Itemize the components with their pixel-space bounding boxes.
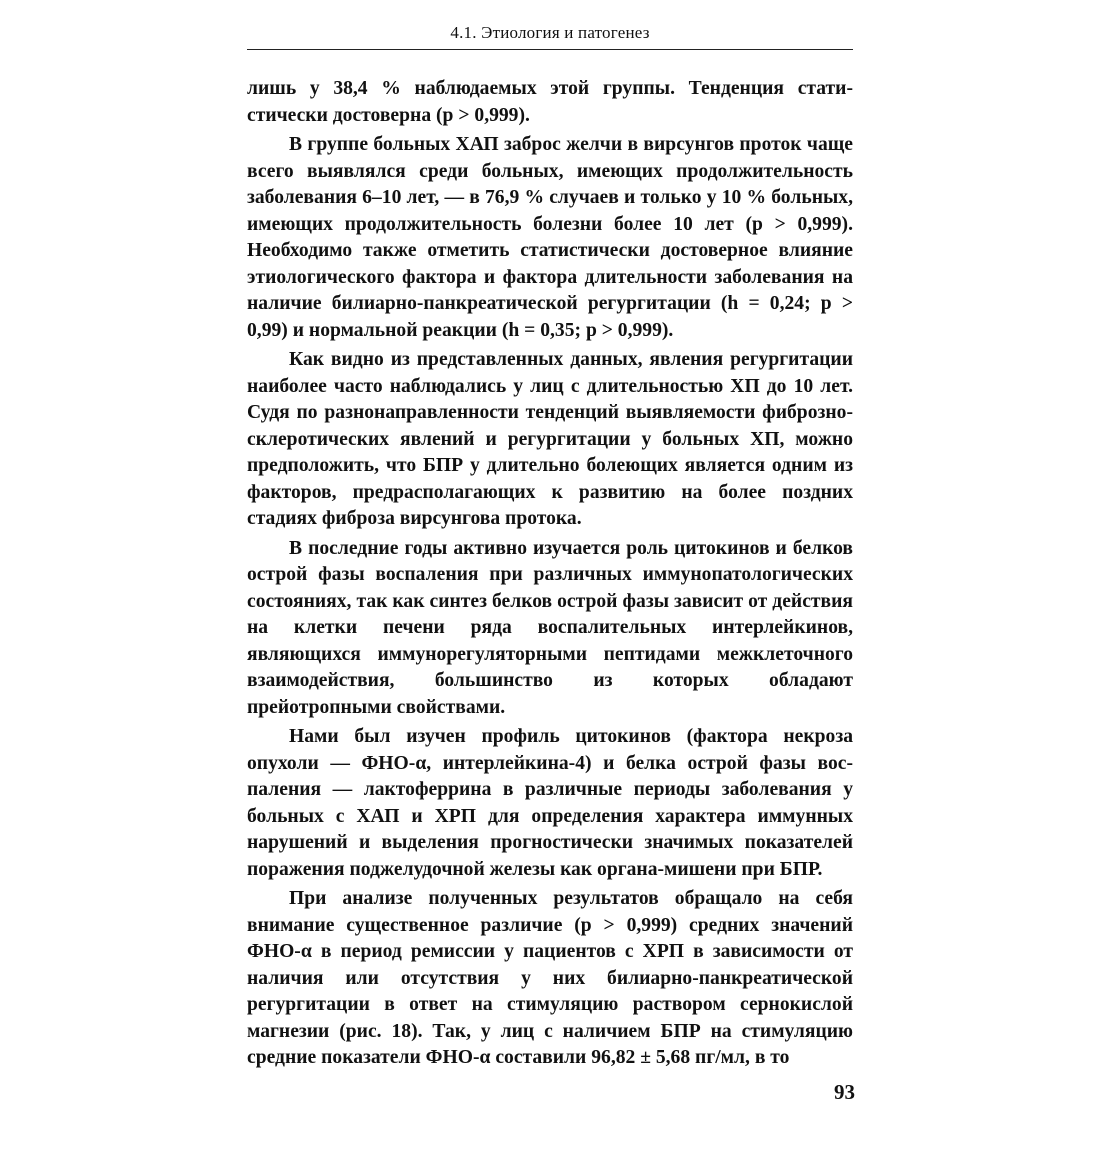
paragraph: В последние годы активно изучается роль цитокинов и белков острой фазы воспаления при различных иммунопатологических состояниях, так как синтез белков острой фазы зависит от действия на клетки печени ряда воспалительных интерлейкинов, являющихся иммунорегуляторными пептидами межклеточного взаимодействия, большинство из которых обладают прейотропными свойствами.: [247, 537, 853, 718]
paragraph: При анализе полученных результатов обращало на себя внимание существенное различие (p > 0,999) средних значений ФНО-α в период ремиссии у пациентов с ХРП в зависимости от наличия или отсутствия у них билиарно-панкреатической регургитации в ответ на стимуляцию раствором сернокислой магнезии (рис. 18). Так, у лиц с наличием БПР на стимуляцию средние показатели ФНО-α составили 96,82 ± 5,68 пг/мл, в то: [247, 888, 853, 1068]
book-page: [247, 22, 853, 1075]
page-number: 93: [834, 1080, 855, 1104]
paragraph: В группе больных ХАП заброс желчи в вирсунгов проток чаще всего выявлялся среди больных, имеющих продолжительность заболевания 6–10 лет, — в 76,9 % случаев и только у 10 % больных, имеющих продолжительность болезни более 10 лет (p > 0,999). Необходимо также отметить статистически достоверное влияние этиологического фактора и фактора длительности заболевания на наличие билиарно-панкреатической регургитации (h = 0,24; p > 0,99) и нормальной реакции (h = 0,35; p > 0,999).: [247, 134, 853, 341]
paragraph: Нами был изучен профиль цитокинов (фактора некроза опухоли — ФНО-α, интерлейкина-4) и белка острой фазы воспаления — лактоферрина в различные периоды заболевания у больных с ХАП и ХРП для определения характера иммунных нарушений и выделения прогностически значимых показателей поражения поджелудочной железы как органа-мишени при БПР.: [247, 726, 853, 880]
paragraph: Как видно из представленных данных, явления регургитации наиболее часто наблюдались у лиц с длительностью ХП до 10 лет. Судя по разнонаправленности тенденций выявляемости фиброзно-склеротических явлений и регургитации у больных ХП, можно предположить, что БПР у длительно болеющих является одним из факторов, предрасполагающих к развитию на более поздних стадиях фиброза вирсунгова протока.: [247, 349, 853, 529]
body-text: [247, 76, 853, 1072]
paragraph: лишь у 38,4 % наблюдаемых этой группы. Тенденция статистически достоверна (p > 0,999).: [247, 78, 853, 126]
running-header: 4.1. Этиология и патогенез: [247, 22, 853, 50]
